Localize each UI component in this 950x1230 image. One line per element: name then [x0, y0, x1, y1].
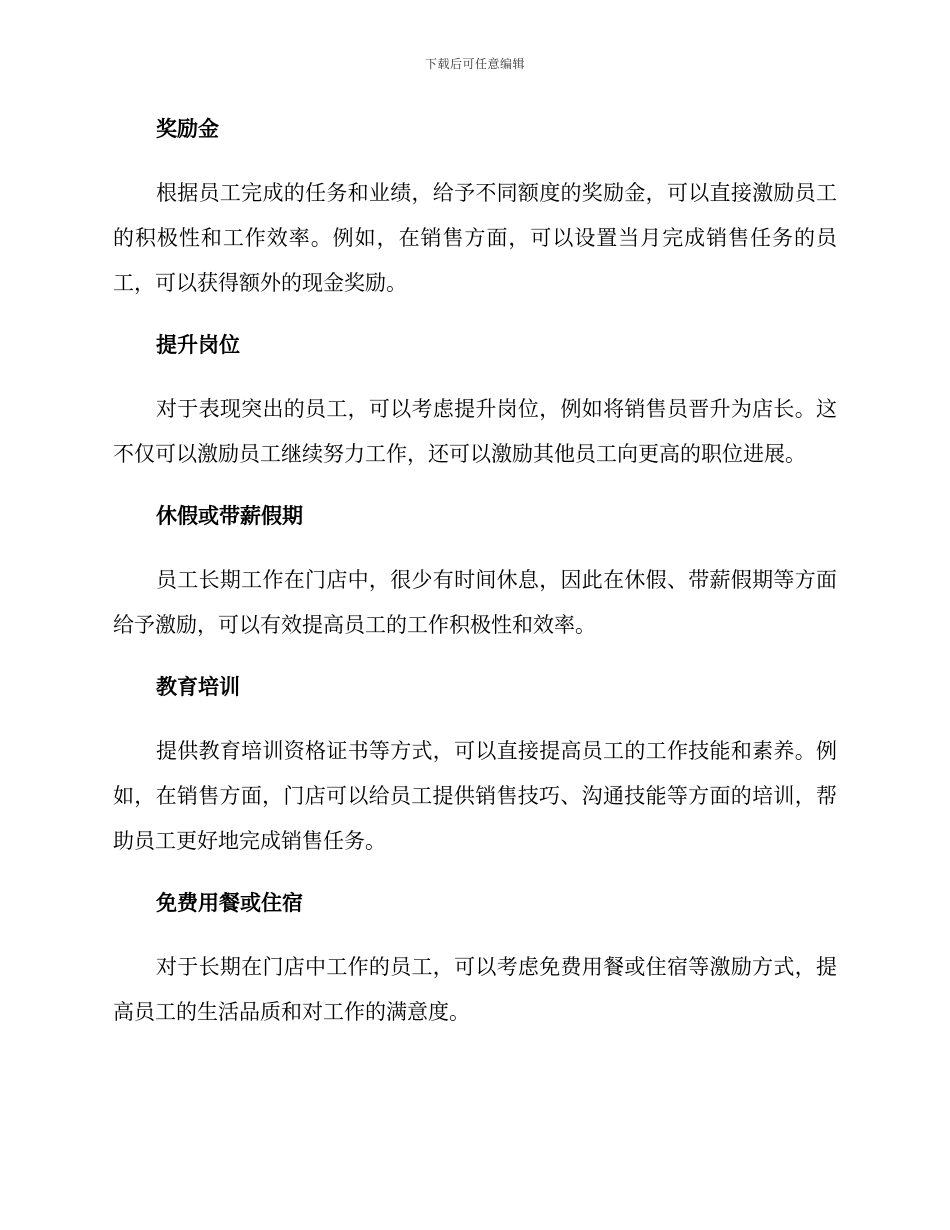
- section-bonus: [113, 113, 837, 306]
- section-title: 免费用餐或住宿: [156, 891, 303, 915]
- section-title: 休假或带薪假期: [156, 504, 303, 528]
- section-paragraph: 根据员工完成的任务和业绩，给予不同额度的奖励金，可以直接激励员工的积极性和工作效率。例如，在销售方面，可以设置当月完成销售任务的员工，可以获得额外的现金奖励。: [113, 181, 837, 295]
- section-paid-leave: [113, 500, 837, 648]
- section-paragraph: 对于表现突出的员工，可以考虑提升岗位，例如将销售员晋升为店长。这不仅可以激励员工继续努力工作，还可以激励其他员工向更高的职位进展。: [113, 397, 837, 466]
- section-meals-housing: [113, 887, 837, 1035]
- section-training: [113, 671, 837, 864]
- section-paragraph: 对于长期在门店中工作的员工，可以考虑免费用餐或住宿等激励方式，提高员工的生活品质和对工作的满意度。: [113, 955, 837, 1024]
- section-paragraph: 员工长期工作在门店中，很少有时间休息，因此在休假、带薪假期等方面给予激励，可以有效提高员工的工作积极性和效率。: [113, 568, 837, 637]
- section-title: 教育培训: [156, 675, 240, 699]
- section-paragraph: 提供教育培训资格证书等方式，可以直接提高员工的工作技能和素养。例如，在销售方面，门店可以给员工提供销售技巧、沟通技能等方面的培训，帮助员工更好地完成销售任务。: [113, 739, 837, 853]
- section-title: 提升岗位: [156, 333, 240, 357]
- page-header: 下载后可任意编辑: [424, 57, 525, 71]
- section-promotion: [113, 329, 837, 477]
- document-body: [113, 113, 837, 1058]
- section-title: 奖励金: [156, 117, 219, 141]
